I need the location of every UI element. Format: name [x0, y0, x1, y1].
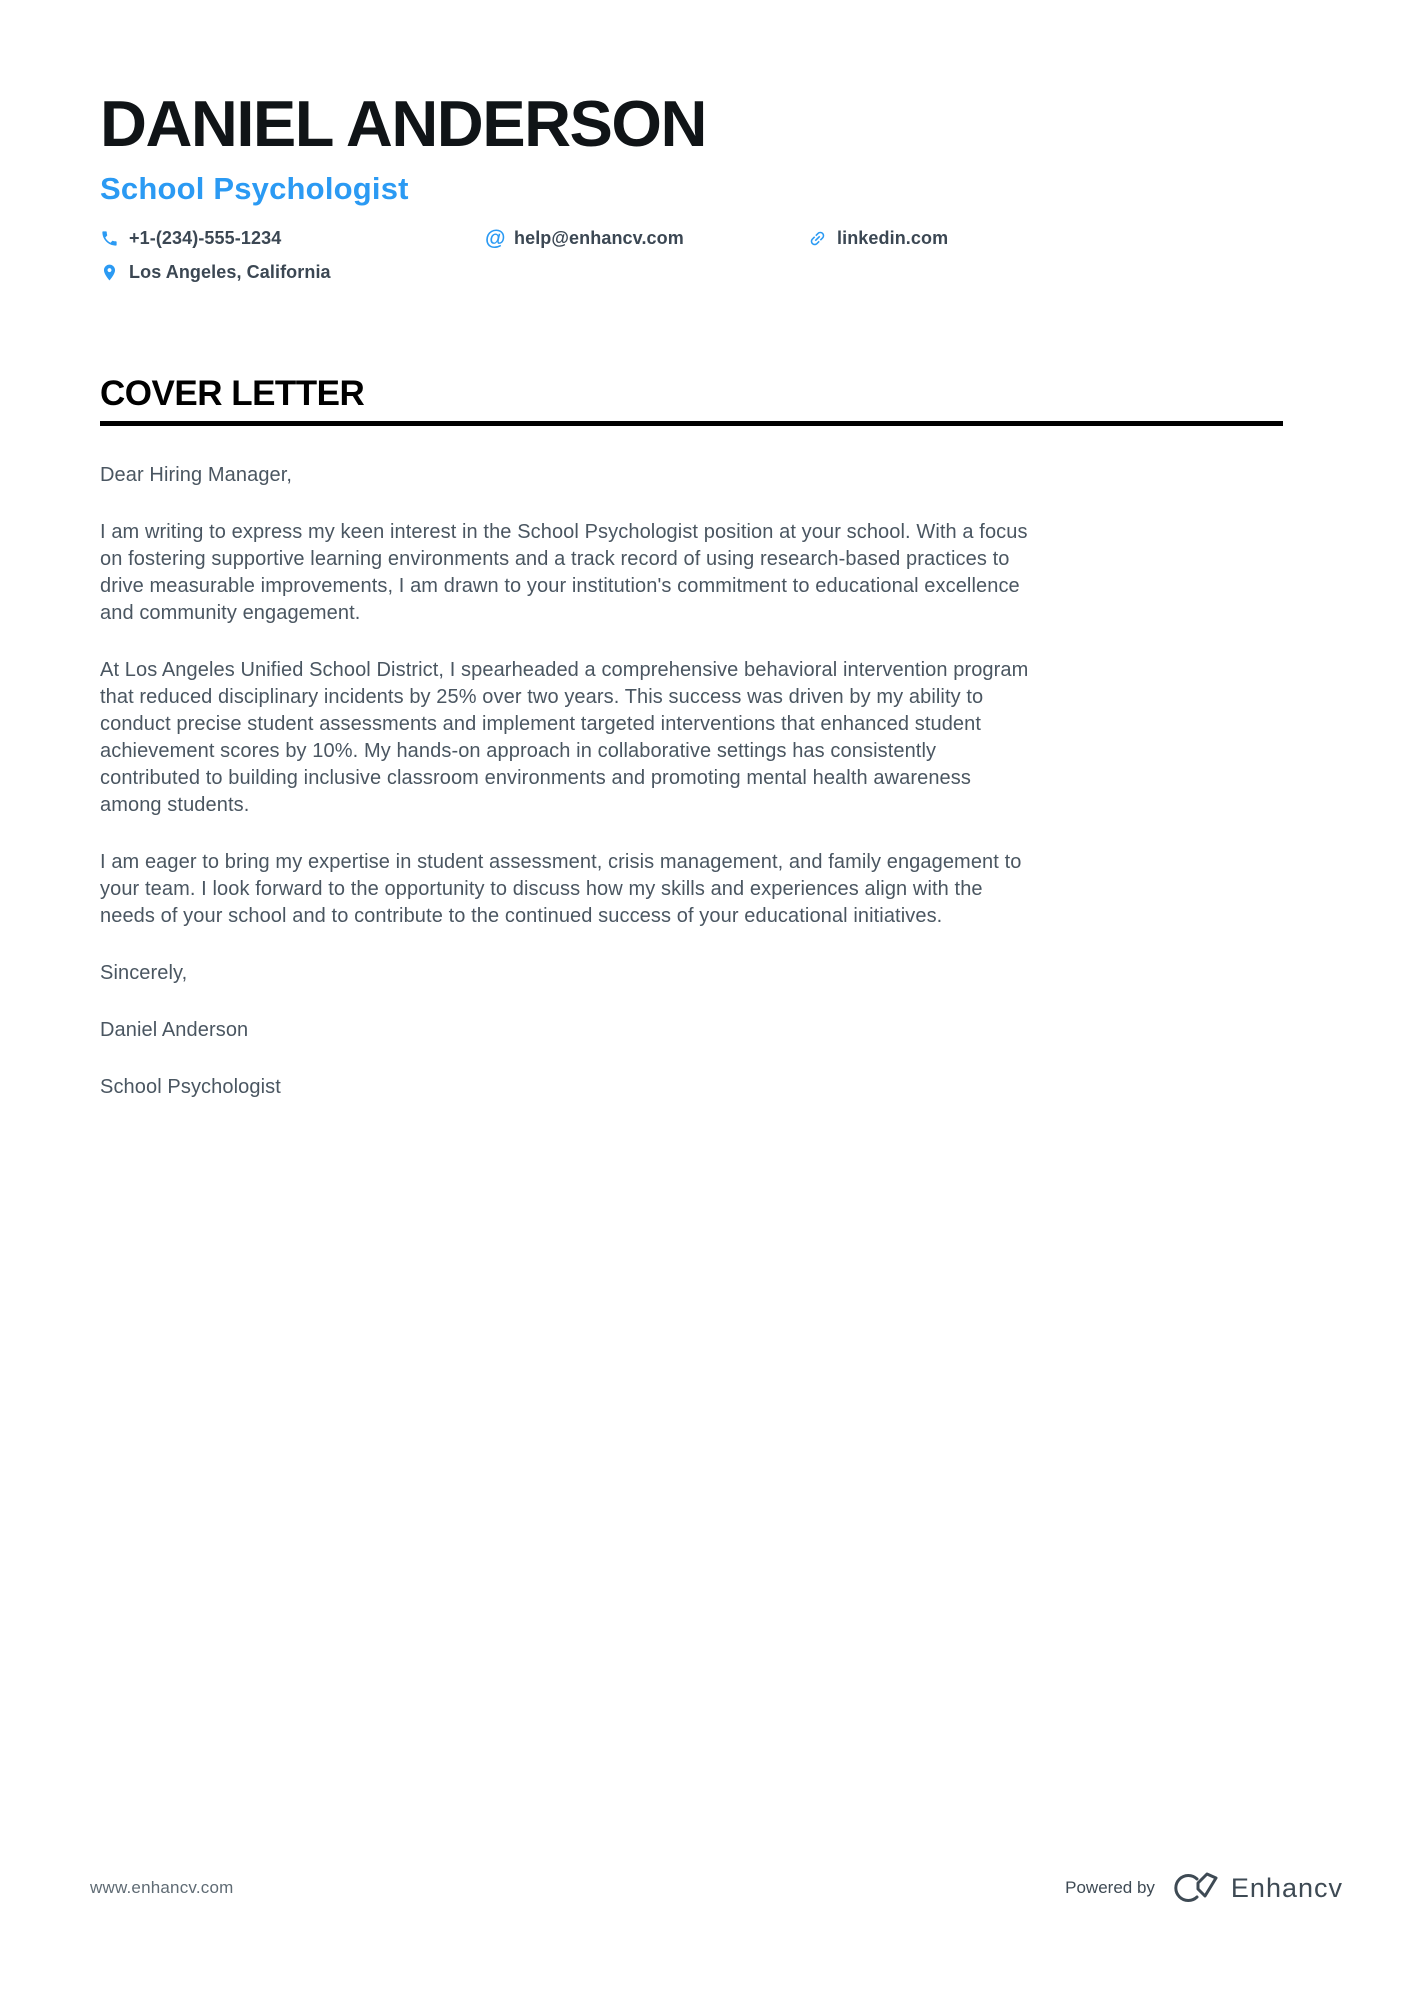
- location-icon: [100, 263, 119, 282]
- phone-number: +1-(234)-555-1234: [129, 228, 282, 249]
- letter-paragraph: I am writing to express my keen interest in the School Psychologist position at your school. With a focus on fostering supportive learning environments and a track record of using research-based practices to drive measurable improvements, I am drawn to your institution's commitment to educational excellence and community engagement.: [100, 521, 1028, 625]
- letter-paragraph: At Los Angeles Unified School District, I spearheaded a comprehensive behavioral intervention program that reduced disciplinary incidents by 25% over two years. This success was driven by my ability to conduct precise student assessments and implement targeted interventions that enhanced student achievement scores by 10%. My hands-on approach in collaborative settings has consistently contributed to building inclusive classroom environments and promoting mental health awareness among students.: [100, 659, 1029, 817]
- linkedin-contact[interactable]: [808, 228, 948, 249]
- contact-row-1: [100, 228, 1283, 249]
- section-heading-cover-letter: COVER LETTER: [100, 376, 1283, 426]
- closing: Sincerely,: [100, 962, 188, 985]
- at-icon: @: [485, 227, 506, 251]
- contact-info: [100, 228, 1283, 283]
- letter-paragraph: I am eager to bring my expertise in student assessment, crisis management, and family engagement to your team. I look forward to the opportunity to discuss how my skills and experiences align with the needs of your school and to contribute to the continued success of your educational initiatives.: [100, 851, 1022, 928]
- signature-name: Daniel Anderson: [100, 1019, 249, 1042]
- location-text: Los Angeles, California: [129, 262, 331, 283]
- enhancv-brand[interactable]: [1171, 1869, 1343, 1907]
- powered-by-block: [1065, 1869, 1343, 1907]
- salutation: Dear Hiring Manager,: [100, 464, 293, 487]
- linkedin-url: linkedin.com: [837, 228, 949, 249]
- signature-title: School Psychologist: [100, 1076, 281, 1099]
- email-contact[interactable]: [485, 228, 808, 249]
- location-contact: [100, 262, 331, 283]
- footer-website-link[interactable]: www.enhancv.com: [90, 1878, 234, 1897]
- person-name: DANIEL ANDERSON: [100, 87, 706, 160]
- link-icon: [808, 229, 827, 248]
- footer: [90, 1869, 1343, 1907]
- contact-row-2: [100, 262, 1283, 283]
- person-job-title: School Psychologist: [100, 170, 409, 206]
- phone-contact[interactable]: [100, 228, 485, 249]
- letter-body: [100, 462, 1035, 1101]
- enhancv-logo-icon: [1171, 1869, 1221, 1907]
- header: [100, 88, 1283, 283]
- phone-icon: [100, 229, 119, 248]
- email-address: help@enhancv.com: [514, 228, 684, 249]
- enhancv-brand-name: Enhancv: [1230, 1872, 1343, 1903]
- powered-by-label: Powered by: [1065, 1878, 1155, 1897]
